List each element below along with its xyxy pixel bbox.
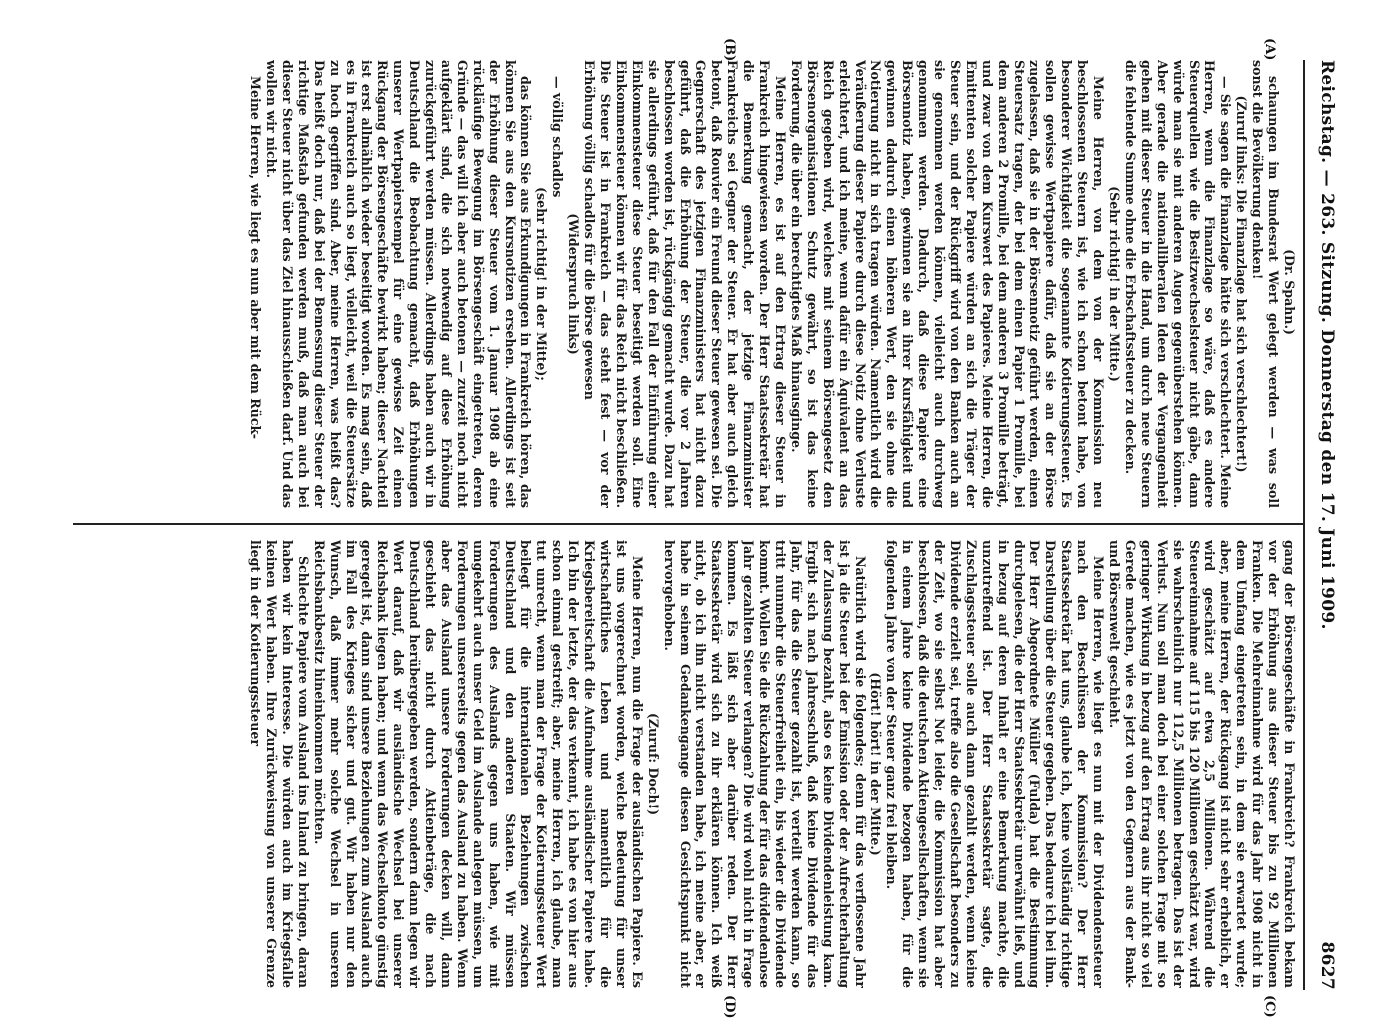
paragraph: Meine Herren, wie liegt es nun aber mit dem Rück- <box>248 76 264 439</box>
interjection: (Sehr richtig! in der Mitte.) <box>1107 186 1123 382</box>
paragraph: Schlechte Papiere vom Ausland ins Inland zu bringen, daran haben wir kein Interesse. Die würden auch im Kriegsfalle keinen Wert haben. Ihre Zurückweisung von unserer Grenze liegt in der Kotierungssteuer <box>248 540 311 988</box>
paragraph: Meine Herren, von dem von der Kommission neu beschlossenen Steuern ist, wie ich schon betont habe, von besonderer Wichtigkeit die sogenannte Kotierungssteuer. Es sollen gewisse Wertpapiere dafür, daß sie an der Börse zugelassen, daß sie in der Börsennotiz geführt werden, einen Steuersatz tragen, der bei dem einen Papier 1 Promille, bei dem anderen 2 Promille, bei dem anderen 3 Promille beträgt, und zwar von dem Kurswert des Papieres. Meine Herren, die Emittenten solcher Papiere würden an sich die Träger der Steuer sein, und der Rückgriff wird von den Banken auch an sie genommen werden können, vielleicht auch durchweg genommen werden. Dadurch, daß diese Papiere eine Börsennotiz haben, gewinnen sie an ihrer Kursfähigkeit und gewinnen dadurch einen höheren Wert, den sie ohne die Notierung nicht in sich tragen würden. Namentlich wird die Veräußerung dieser Papiere durch diese Notiz ohne Verluste erleichtert, und ich meine, wenn dafür ein Äquivalent an das Reich gegeben wird, welches mit seinem Börsengesetz den Börsenorganisationen Schutz gewährt, so ist das keine Forderung, die über ein berechtigtes Maß hinausginge. <box>788 60 1107 508</box>
paragraph: Natürlich wird sie folgendes; denn für das verflossene Jahr ist ja die Steuer bei der Emission oder der Aufrechterhaltung der Zulassung bezahlt, also es keine Dividendenleistung kam. Ergibt sich nach Jahresschluß, daß keine Dividende für das Jahr, für das die Steuer gezahlt ist, verteilt werden kann, so tritt nunmehr die Steuerfreiheit ein, bis wieder die Dividende kommt. Wollen Sie die Rückzahlung der für das dividendenlose Jahr gezahlten Steuer verlangen? Die wird wohl nicht in Frage kommen. Es läßt sich aber darüber reden. Der Herr Staatssekretär wird sich zu ihr erklären können. Ich weiß nicht, ob ich ihn nicht verstanden habe, ich meine aber, er habe in seinem Gedankengange diesen Gesichtspunkt nicht hervorgehoben. <box>661 540 868 988</box>
paragraph: das können Sie aus Erkundigungen in Frankreich hören, das können Sie aus den Kursnotizen ersehen. Allerdings ist seit der Erhöhung dieser Steuer vom 1. Januar 1908 ab eine rückläufige Bewegung im Börsengeschäft eingetreten, deren Gründe — das will ich aber auch betonen — zurzeit noch nicht aufgeklärt sind, die sich notwendig auf diese Erhöhung zurückgeführt werden müssen. Allerdings haben auch wir in Deutschland die Beobachtung gemacht, daß Erhöhungen unserer Wertpapierstempel für eine gewisse Zeit einen Rückgang der Börsengeschäfte bewirkt haben; dieser Nachteil ist erst allmählich wieder beseitigt worden. Es mag sein, daß es in Frankreich auch so liegt, vielleicht, weil die Steuersätze zu hoch gegriffen sind. Aber, meine Herren, was heißt das? Das heißt doch nur, daß bei der Bemessung dieser Steuer der richtige Maßstab gefunden werden muß, daß man auch bei dieser Steuer nicht über das Ziel hinausschießen darf. Und das wollen wir nicht. <box>264 60 534 508</box>
right-column <box>82 540 1297 988</box>
column-rule <box>73 523 1303 525</box>
interjection: (Zuruf links: Die Finanzlage hat sich verschlechtert!) <box>1234 95 1250 473</box>
speaker-label: (Dr. Spahn.) <box>1282 249 1297 335</box>
paragraph: — Sie sagen die Finanzlage hätte sich verschlechtert. Meine Herren, wenn die Finanzlage so wäre, daß es andere Steuerquellen wie die Besitzwechselsteuer nicht gäbe, dann würde man sie mit anderen Augen gegenüberstehen können. Aber gerade die nationalliberalen Ideen der Vergangenheit gehen mit dieser Steuer in die Hand, um durch neue Steuern die fehlende Summe ohne die Erbschaftssteuer zu decken. <box>1122 60 1234 508</box>
page-header <box>1309 60 1337 990</box>
header-rule <box>1303 60 1305 990</box>
margin-marker-c: (C) <box>1262 995 1277 1018</box>
newspaper-page <box>62 38 1337 1019</box>
interjection: (Widerspruch links) <box>566 213 582 355</box>
interjection: (Zuruf: Doch!) <box>645 712 661 816</box>
paragraph: — völlig schadlos <box>550 76 566 198</box>
header-title: Reichstag. — 263. Sitzung. Donnerstag den 17. Juni 1909. <box>1317 60 1337 630</box>
margin-marker-b: (B) <box>722 38 737 62</box>
margin-marker-d: (D) <box>722 995 737 1019</box>
paragraph: gang der Börsengeschäfte in Frankreich? Frankreich bekam vor der Erhöhung aus dieser Steuer bis zu 92 Millionen Franken. Die Mehreinnahme wird für das Jahr 1908 nicht in dem Umfang eingetreten sein, in dem sie erwartet wurde; aber, meine Herren, der Rückgang ist nicht sehr erheblich, er wird geschätzt auf etwa 2,5 Millionen. Während die Steuereinnahme auf 115 bis 120 Millionen geschätzt war, wird sie wahrscheinlich nur 112,5 Millionen betragen. Das ist der Verlust. Nun soll man doch bei einer solchen Frage mit so geringer Wirkung in bezug auf den Ertrag aus ihr nicht so viel Gerede machen, wie es jetzt von den Gegnern aus der Bank- und Börsenwelt geschieht. <box>1107 540 1297 988</box>
paragraph: Meine Herren, nun die Frage der ausländischen Papiere. Es ist uns vorgerechnet worden, welche Bedeutung für unser wirtschaftliches Leben und namentlich für die Kriegsbereitschaft die Aufnahme ausländischer Papiere habe. Ich bin der letzte, der das verkennt, ich habe es von hier aus schon einmal gestreift; aber, meine Herren, ich glaube, man tut unrecht, wenn man der Frage der Kotierungssteuer Wert beilegt für die internationalen Beziehungen zwischen Deutschland und den anderen Staaten. Wir müssen Forderungen des Auslands gegen uns haben, wie mit umgekehrt auch unser Geld im Auslande anlegen müssen, um Forderungen unsererseits gegen das Ausland zu haben. Wenn aber das Ausland unsere Forderungen decken will, dann geschieht das nicht durch Aktienbeträge, die nach Deutschland herübergegeben werden, sondern dann legen wir Wert darauf, daß wir ausländische Wechsel bei unserer Reichsbank liegen haben; und wenn das Wechselkonto günstig geregelt ist, dann sind unsere Beziehungen zum Ausland auch im Fall des Krieges sicher und gut. Wir haben nur den Wunsch, daß immer mehr solche Wechsel in unseren Reichsbankbesitz hineinkommen möchten. <box>311 540 645 988</box>
interjection: (sehr richtig! in der Mitte); <box>534 187 550 381</box>
page-number: 8627 <box>1317 941 1337 990</box>
left-column <box>82 60 1297 508</box>
paragraph: Meine Herren, wie liegt es nun mit der Dividendensteuer nach den Beschlüssen der Kommission? Der Herr Staatssekretär hat uns, glaube ich, keine vollständig richtige Darstellung über die Steuer gegeben. Das bedaure ich bei ihm. Der Herr Abgeordnete Müller (Fulda) hat die Bestimmung durchgelesen, die der Herr Staatssekretär unerwähnt ließ, und in bezug auf deren Inhalt er eine Bemerkung machte, die unzutreffend ist. Der Herr Staatssekretär sagte, die Zuschlagssteuer solle auch dann gezahlt werden, wenn keine Dividende erzielt sei, treffe also die Gesellschaft besonders zu der Zeit, wo sie selbst Not leide; die Kommission hat aber beschlossen, daß die deutschen Aktiengesellschaften, wenn sie in einem Jahre keine Dividende bezogen haben, für die folgenden Jahre von der Steuer ganz frei bleiben. <box>884 540 1107 988</box>
paragraph: schaungen im Bundesrat Wert gelegt werden — was soll sonst die Bevölkerung denken! <box>1250 60 1282 508</box>
interjection: (Hört! hört! in der Mitte.) <box>868 672 884 856</box>
margin-marker-a: (A) <box>1262 38 1277 61</box>
paragraph: Meine Herren, es ist auf den Ertrag dieser Steuer in Frankreich hingewiesen worden. Der Herr Staatssekretär hat die Bemerkung gemacht, der jetzige Finanzminister Frankreichs sei Gegner der Steuer. Er hat aber auch gleich betont, daß Rouvier ein Freund dieser Steuer gewesen sei. Die Gegnerschaft des jetzigen Finanzministers hat nicht dazu geführt, daß die Erhöhung der Steuer, die vor 2 Jahren beschlossen worden ist, rückgängig gemacht wurde. Dazu hat sie allerdings geführt, daß für den Fall der Einführung einer Einkommensteuer diese Steuer beseitigt werden soll. Eine Einkommensteuer können wir für das Reich nicht beschließen. Die Steuer ist in Frankreich — das steht fest — vor der Erhöhung völlig schadlos für die Börse gewesen <box>582 60 788 508</box>
